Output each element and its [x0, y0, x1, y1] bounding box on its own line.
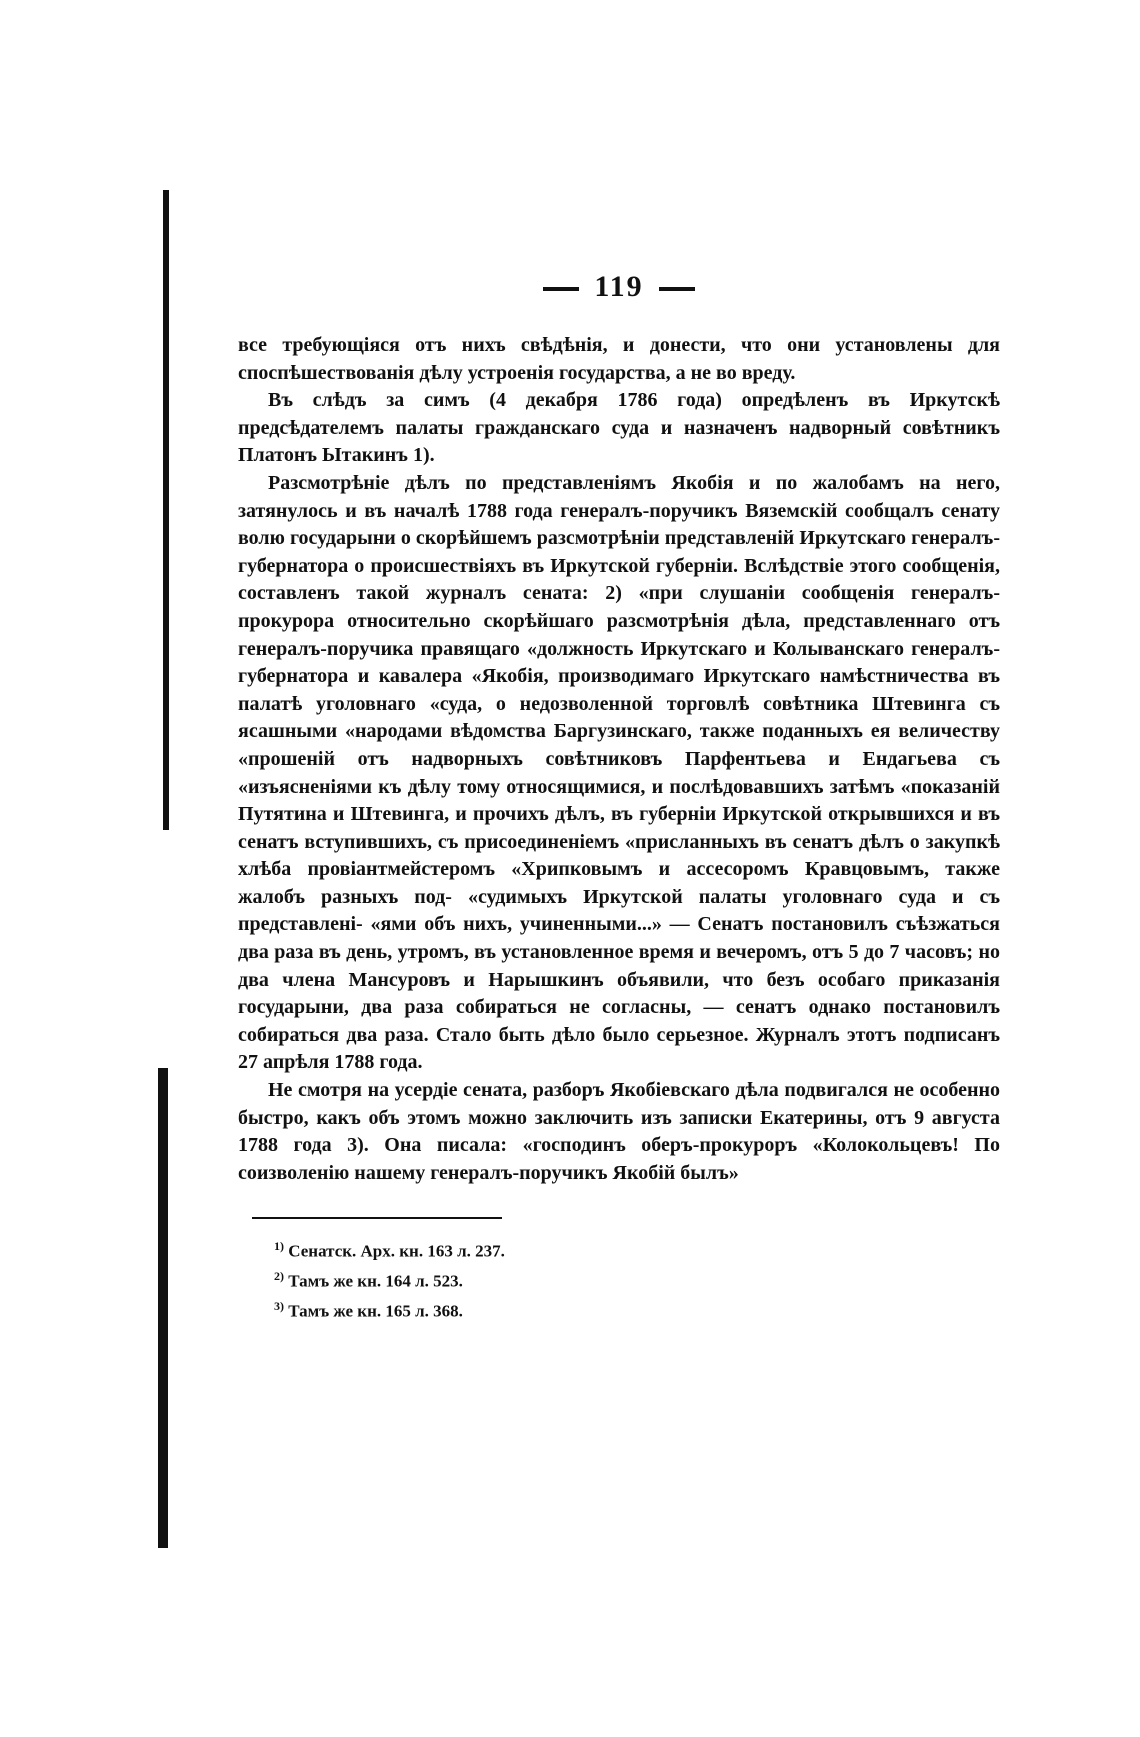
paragraph: все требующіяся отъ нихъ свѣдѣнія, и донести, что они установлены для споспѣшествованія дѣлу устроенія государства, а не во вреду. — [238, 334, 1000, 384]
footnote-mark: 2) — [274, 1269, 284, 1284]
footnote — [274, 1291, 1000, 1321]
footnote-text: Тамъ же кн. 164 л. 523. — [288, 1272, 463, 1292]
footnote — [274, 1231, 1000, 1261]
page-header — [238, 270, 1000, 304]
footnotes — [274, 1231, 1000, 1321]
page-number: 119 — [594, 270, 644, 303]
header-ornament-left — [543, 287, 579, 291]
footnote-mark: 1) — [274, 1239, 284, 1254]
footnote — [274, 1261, 1000, 1291]
scan-margin-bar-top — [163, 190, 169, 830]
book-page — [238, 270, 1000, 1321]
footnote-divider — [252, 1217, 502, 1219]
header-ornament-right — [659, 287, 695, 291]
footnote-mark: 3) — [274, 1299, 284, 1314]
paragraph: Не смотря на усердіе сената, разборъ Якобіевскаго дѣла подвигался не особенно быстро, какъ объ этомъ можно заключить изъ записки Екатерины, отъ 9 августа 1788 года 3). Она писала: «господинъ оберъ-прокуроръ «Колокольцевъ! По соизволенію нашему генералъ-поручикъ Якобій былъ» — [238, 1079, 1000, 1184]
footnote-text: Сенатск. Арх. кн. 163 л. 237. — [288, 1242, 505, 1262]
paragraph: Въ слѣдъ за симъ (4 декабря 1786 года) опредѣленъ въ Иркутскѣ предсѣдателемъ палаты гражданскаго суда и назначенъ надворный совѣтникъ Платонъ Ытакинъ 1). — [238, 389, 1000, 467]
scan-margin-bar-bottom — [158, 1068, 168, 1548]
footnote-text: Тамъ же кн. 165 л. 368. — [288, 1302, 463, 1322]
paragraph: Разсмотрѣніе дѣлъ по представленіямъ Якобія и по жалобамъ на него, затянулось и въ началѣ 1788 года генералъ-поручикъ Вяземскій сообщалъ сенату волю государыни о скорѣйшемъ разсмотрѣніи представленій Иркутскаго генералъ-губернатора о происшествіяхъ въ Иркутской губерніи. Вслѣдствіе этого сообщенія, составленъ такой журналъ сената: 2) «при слушаніи сообщенія генералъ-прокурора относительно скорѣйшаго разсмотрѣнія дѣла, представленнаго отъ генералъ-поручика правящаго «должность Иркутскаго и Колыванскаго генералъ-губернатора и кавалера «Якобія, производимаго Иркутскаго намѣстничества въ палатѣ уголовнаго «суда, о недозволенной торговлѣ совѣтника Штевинга съ ясашными «народами вѣдомства Баргузинскаго, также поданныхъ ея величеству «прошеній отъ надворныхъ совѣтниковъ Парфентьева и Ендагьева съ «изъясненіями къ дѣлу тому относящимися, и послѣдовавшихъ затѣмъ «показаній Путятина и Штевинга, и прочихъ дѣлъ, въ губерніи Иркутской открывшихся и въ сенатъ вступившихъ, съ присоединеніемъ «присланныхъ въ сенатъ дѣлъ о закупкѣ хлѣба провіантмейстеромъ «Хрипковымъ и ассесоромъ Кравцовымъ, также жалобъ разныхъ под- «судимыхъ Иркутской палаты уголовнаго суда и съ представлені- «ями объ нихъ, учиненными...» — Сенатъ постановилъ съѣзжаться два раза въ день, утромъ, въ установленное время и вечеромъ, отъ 5 до 7 часовъ; но два члена Мансуровъ и Нарышкинъ объявили, что безъ особаго приказанія государыни, два раза собираться не согласны, — сенатъ однако постановилъ собираться два раза. Стало быть дѣло было серьезное. Журналъ этотъ подписанъ 27 апрѣля 1788 года. — [238, 471, 1000, 1074]
